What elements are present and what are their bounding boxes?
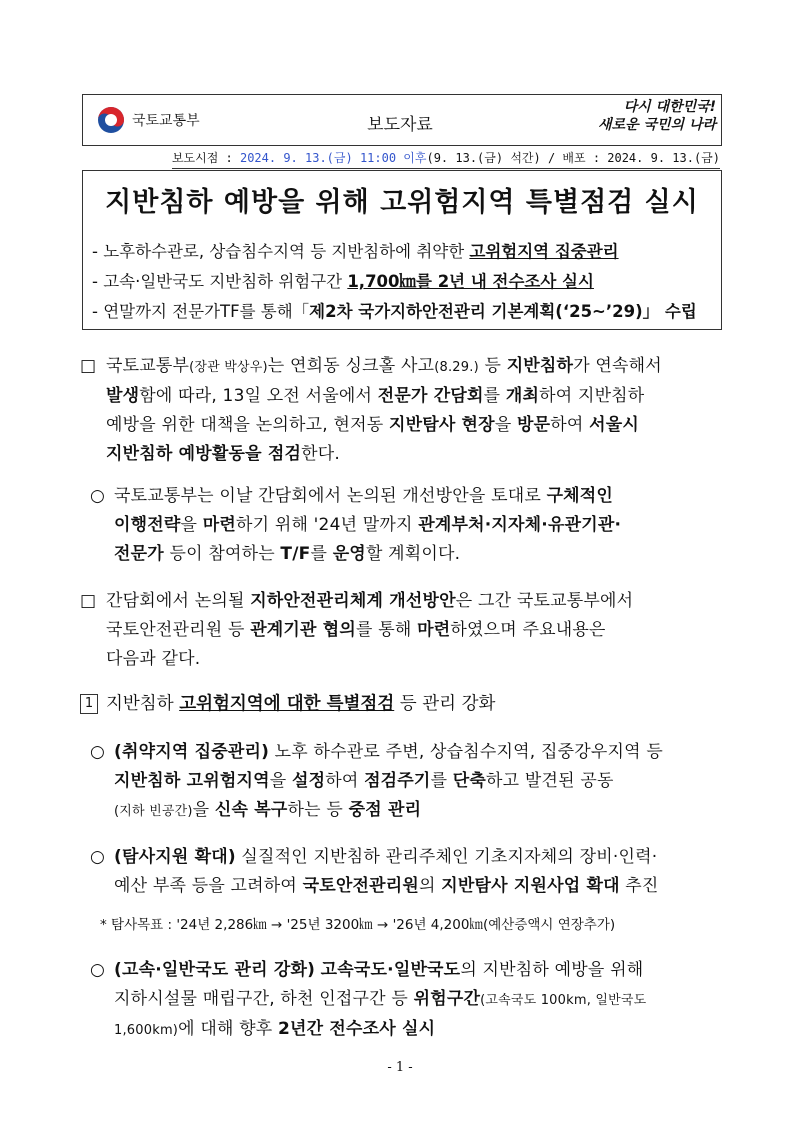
text: 개최 bbox=[505, 386, 540, 406]
subpoint-3 bbox=[92, 298, 697, 322]
release-info bbox=[172, 149, 720, 169]
text: 할 계획이다. bbox=[365, 544, 461, 564]
text: 하여 bbox=[550, 415, 590, 435]
subpoint-emphasis: 고위험지역 집중관리 bbox=[469, 242, 619, 261]
subpoint-text: - 연말까지 전문가TF를 통해「 bbox=[92, 302, 310, 321]
text: 2년간 전수조사 실시 bbox=[278, 1019, 436, 1039]
text: 에 대해 향후 bbox=[178, 1019, 279, 1039]
circle-bullet: ○ bbox=[90, 960, 106, 980]
text: 하였으며 주요내용은 bbox=[450, 620, 606, 640]
text: 을 bbox=[269, 771, 292, 791]
text: (고속국도 100km, 일반국도 bbox=[480, 993, 647, 1008]
text: 국토안전관리원 bbox=[302, 876, 419, 896]
text: 추진 bbox=[619, 876, 659, 896]
text: (장관 박상우) bbox=[189, 360, 268, 375]
subpoint-emphasis: 제2차 국가지하안전관리 기본계획 bbox=[309, 302, 556, 321]
text: 의 bbox=[419, 876, 442, 896]
item-3 bbox=[90, 956, 730, 1045]
subpoint-text: - 고속·일반국도 지반침하 위험구간 bbox=[92, 272, 348, 291]
text: 등 bbox=[478, 356, 507, 376]
slogan-line2: 새로운 국민의 나라 bbox=[598, 117, 716, 133]
text: 다음과 같다. bbox=[106, 649, 201, 669]
release-time: 2024. 9. 13.(금) 11:00 이후 bbox=[239, 151, 427, 165]
text: 함에 따라, 13일 오전 서울에서 bbox=[139, 386, 378, 406]
page-number: - 1 - bbox=[387, 1060, 413, 1075]
text: 지하안전관리체계 개선방안 bbox=[250, 591, 456, 611]
slogan-line1: 다시 대한민국! bbox=[623, 99, 716, 115]
page-title: 지반침하 예방을 위해 고위험지역 특별점검 실시 bbox=[105, 187, 699, 218]
text: 간담회에서 논의될 bbox=[106, 591, 251, 611]
text: 전문가 bbox=[114, 544, 164, 564]
subpoint-2 bbox=[92, 268, 594, 292]
doc-type: 보도자료 bbox=[367, 115, 433, 135]
text: 국토교통부는 이날 간담회에서 논의된 개선방안을 토대로 bbox=[114, 486, 547, 506]
text: 하는 등 bbox=[287, 800, 349, 820]
subpoint-text: (‘25~’29)」 수립 bbox=[555, 302, 697, 321]
item-1 bbox=[90, 738, 730, 826]
subpoint-1 bbox=[92, 238, 619, 262]
text: 이행전략 bbox=[114, 515, 181, 535]
text: 노후 하수관로 주변, 상습침수지역, 집중강우지역 등 bbox=[269, 742, 663, 762]
text: 고위험지역에 대한 특별점검 bbox=[179, 694, 395, 714]
text: (8.29.) bbox=[434, 360, 479, 375]
text: 를 bbox=[310, 544, 333, 564]
release-label: 보도시점 : bbox=[171, 151, 240, 165]
square-bullet: □ bbox=[80, 356, 97, 376]
text: 등 관리 강화 bbox=[394, 694, 496, 714]
paragraph-1-sub bbox=[90, 482, 730, 569]
target-note: * 탐사목표 : '24년 2,286㎞ → '25년 3200㎞ → '26년 4,200㎞(예산증액시 연장추가) bbox=[100, 917, 616, 933]
text: 전문가 간담회 bbox=[377, 386, 484, 406]
text: 국토안전관리원 등 bbox=[106, 620, 251, 640]
subpoint-emphasis: 1,700㎞를 2년 내 전수조사 실시 bbox=[347, 272, 594, 291]
text: 하여 bbox=[325, 771, 365, 791]
paragraph-1 bbox=[80, 352, 730, 469]
text: 방문 bbox=[517, 415, 551, 435]
text: 고속국도·일반국도 bbox=[320, 960, 461, 980]
paragraph-2 bbox=[80, 587, 730, 674]
text: 을 bbox=[180, 515, 203, 535]
text: 를 bbox=[430, 771, 453, 791]
text: 위험구간 bbox=[413, 989, 481, 1009]
text: 지반탐사 현장 bbox=[388, 415, 495, 435]
text: 운영 bbox=[332, 544, 366, 564]
text: 마련 bbox=[417, 620, 451, 640]
circle-bullet: ○ bbox=[90, 847, 106, 867]
text: 예방을 위한 대책을 논의하고, 현저동 bbox=[106, 415, 389, 435]
text: 국토교통부 bbox=[106, 356, 190, 376]
text: 설정 bbox=[291, 771, 326, 791]
text: (고속·일반국도 관리 강화) bbox=[114, 960, 316, 980]
text: 관계부처·지자체·유관기관· bbox=[418, 515, 622, 535]
text: 지반침하 예방활동을 점검 bbox=[106, 444, 302, 464]
circle-bullet: ○ bbox=[90, 486, 106, 506]
text: 를 통해 bbox=[356, 620, 418, 640]
text: 중점 관리 bbox=[348, 800, 422, 820]
text: 실질적인 지반침하 관리주체인 기초지자체의 장비·인력· bbox=[235, 847, 658, 867]
text: 서울시 bbox=[589, 415, 640, 435]
text: 1,600km) bbox=[114, 1023, 179, 1038]
text: 등이 참여하는 bbox=[163, 544, 281, 564]
ministry-name: 국토교통부 bbox=[132, 113, 200, 129]
text: 은 그간 국토교통부에서 bbox=[455, 591, 634, 611]
text: 을 bbox=[192, 800, 215, 820]
text: 발생 bbox=[106, 386, 140, 406]
release-suffix: (9. 13.(금) 석간) / 배포 : 2024. 9. 13.(금) bbox=[426, 151, 720, 165]
circle-bullet: ○ bbox=[90, 742, 106, 762]
subpoint-text: - 노후하수관로, 상습침수지역 등 지반침하에 취약한 bbox=[92, 242, 470, 261]
text: 신속 복구 bbox=[214, 800, 288, 820]
text: 단축 bbox=[452, 771, 487, 791]
text: 지반침하 bbox=[506, 356, 574, 376]
text: 한다. bbox=[301, 444, 340, 464]
text: 를 bbox=[483, 386, 506, 406]
text: 지반탐사 지원사업 확대 bbox=[441, 876, 620, 896]
text: (탐사지원 확대) bbox=[114, 847, 236, 867]
text: 의 지반침하 예방을 위해 bbox=[460, 960, 644, 980]
section-1-heading bbox=[80, 690, 730, 719]
text: 하고 발견된 공동 bbox=[486, 771, 614, 791]
text: 지반침하 고위험지역 bbox=[114, 771, 270, 791]
text: 예산 부족 등을 고려하여 bbox=[114, 876, 303, 896]
text: (취약지역 집중관리) bbox=[114, 742, 270, 762]
text: T/F bbox=[280, 544, 311, 564]
text: 하여 지반침하 bbox=[539, 386, 645, 406]
text: 관계기관 협의 bbox=[250, 620, 357, 640]
text: 마련 bbox=[202, 515, 236, 535]
text: 을 bbox=[494, 415, 518, 435]
slogan bbox=[590, 98, 716, 134]
section-number: 1 bbox=[80, 694, 98, 714]
square-bullet: □ bbox=[80, 591, 97, 611]
text: 지하시설물 매립구간, 하천 인접구간 등 bbox=[114, 989, 414, 1009]
text: 구체적인 bbox=[546, 486, 614, 506]
text: (지하 빈공간) bbox=[114, 804, 193, 819]
text: 하기 위해 '24년 말까지 bbox=[235, 515, 419, 535]
text: 점검주기 bbox=[364, 771, 431, 791]
text: 는 연희동 싱크홀 사고 bbox=[267, 356, 435, 376]
text: 지반침하 bbox=[106, 694, 180, 714]
text: 가 연속해서 bbox=[573, 356, 662, 376]
item-2 bbox=[90, 843, 730, 901]
